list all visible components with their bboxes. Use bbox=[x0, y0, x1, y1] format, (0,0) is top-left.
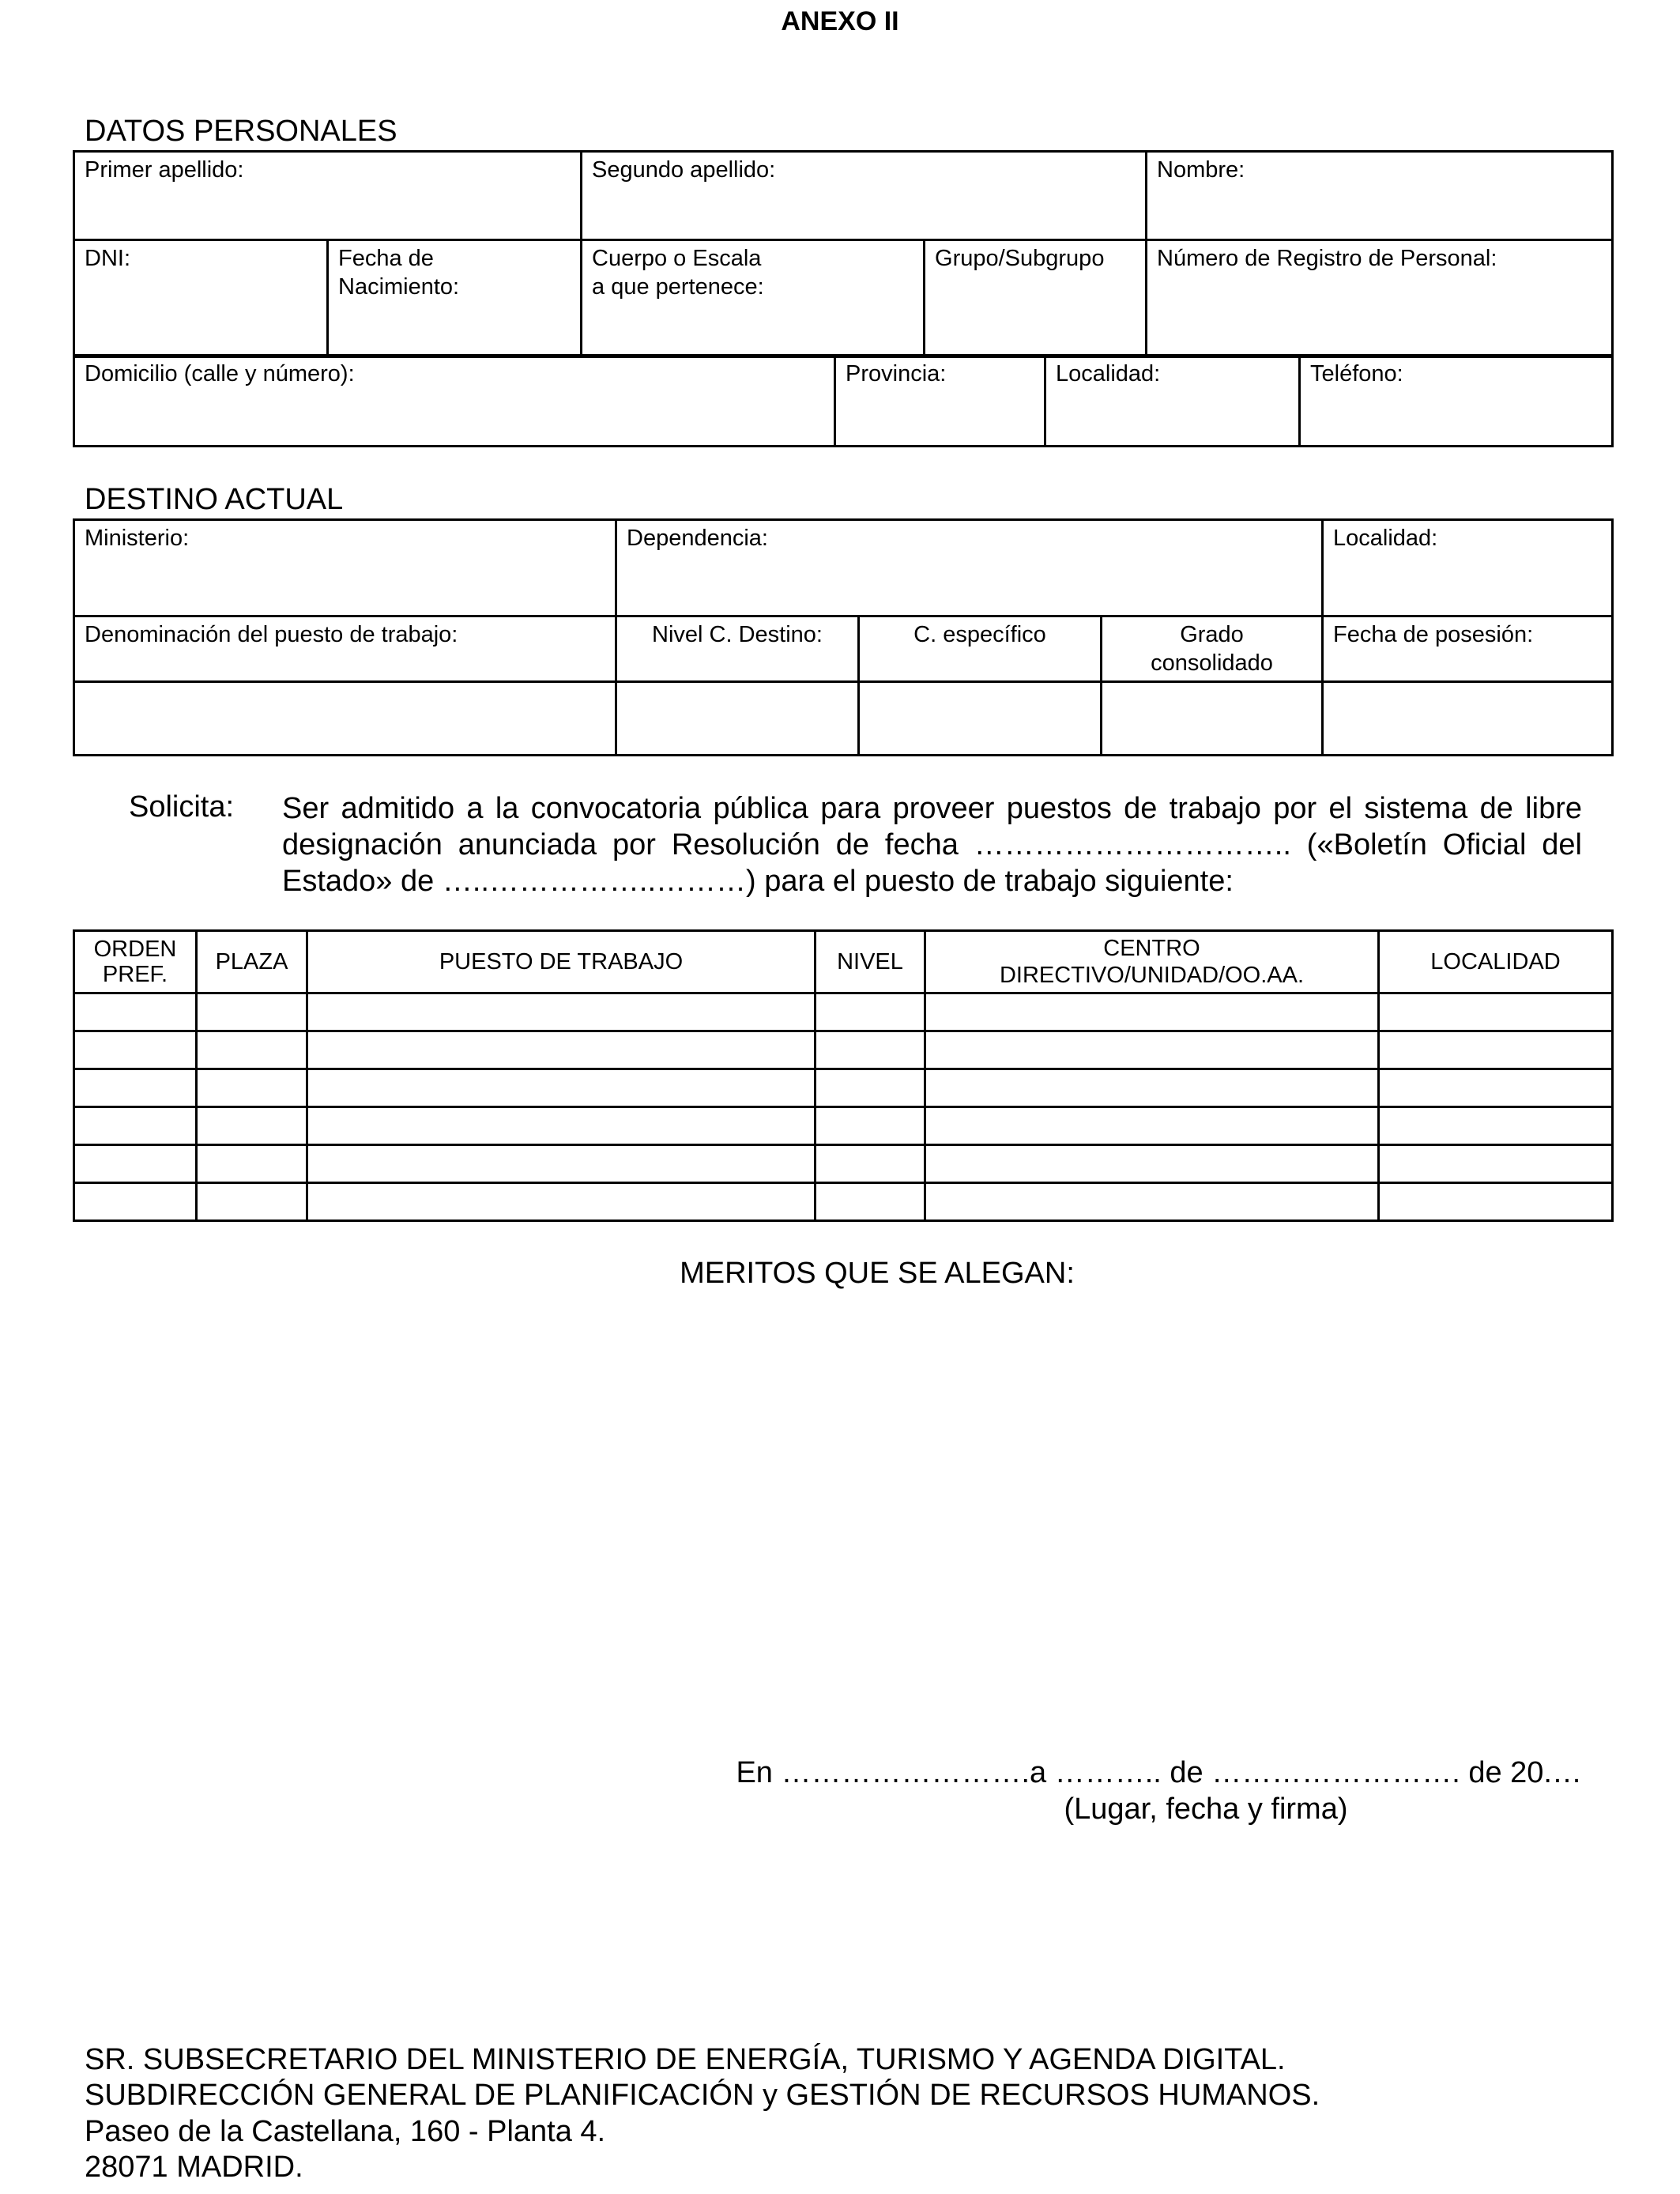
table-cell[interactable] bbox=[925, 1069, 1379, 1107]
provincia-field[interactable] bbox=[835, 356, 1045, 447]
address-line-1: SR. SUBSECRETARIO DEL MINISTERIO DE ENERGÍA, TURISMO Y AGENDA DIGITAL. bbox=[85, 2043, 1286, 2076]
nivel-destino-label: Nivel C. Destino: bbox=[652, 622, 823, 647]
segundo-apellido-field[interactable] bbox=[582, 152, 1147, 240]
table-cell[interactable] bbox=[307, 1069, 816, 1107]
fecha-posesion-label: Fecha de posesión: bbox=[1333, 622, 1534, 647]
telefono-field[interactable] bbox=[1300, 356, 1613, 447]
table-cell[interactable] bbox=[925, 1107, 1379, 1145]
nivel-header bbox=[816, 931, 925, 993]
puestos-table bbox=[73, 929, 1614, 1222]
puesto-trabajo-label: PUESTO DE TRABAJO bbox=[439, 949, 684, 974]
table-cell[interactable] bbox=[307, 1107, 816, 1145]
orden-pref-label: ORDEN PREF. bbox=[93, 937, 177, 987]
localidad-field[interactable] bbox=[1045, 356, 1300, 447]
table-cell[interactable] bbox=[307, 1183, 816, 1221]
dependencia-label: Dependencia: bbox=[627, 526, 768, 551]
table-cell[interactable] bbox=[74, 1031, 197, 1069]
primer-apellido-field[interactable] bbox=[74, 152, 582, 240]
ministerio-field[interactable] bbox=[74, 520, 616, 616]
fecha-nacimiento-field[interactable] bbox=[328, 240, 582, 357]
table-cell[interactable] bbox=[74, 1069, 197, 1107]
telefono-label: Teléfono: bbox=[1310, 361, 1403, 386]
c-especifico-input[interactable] bbox=[859, 682, 1102, 756]
fecha-posesion-header bbox=[1323, 616, 1613, 682]
provincia-label: Provincia: bbox=[846, 361, 947, 386]
table-cell[interactable] bbox=[816, 1183, 925, 1221]
c-especifico-header bbox=[859, 616, 1102, 682]
registro-personal-field[interactable] bbox=[1147, 240, 1613, 357]
firma-caption: (Lugar, fecha y firma) bbox=[1064, 1793, 1348, 1826]
table-cell[interactable] bbox=[1379, 1069, 1613, 1107]
plaza-header bbox=[197, 931, 307, 993]
cuerpo-escala-field[interactable] bbox=[582, 240, 925, 357]
segundo-apellido-label: Segundo apellido: bbox=[592, 157, 776, 183]
plaza-label: PLAZA bbox=[215, 949, 288, 974]
cuerpo-escala-label: Cuerpo o Escala a que pertenece: bbox=[592, 246, 764, 300]
denominacion-puesto-input[interactable] bbox=[74, 682, 616, 756]
solicita-label: Solicita: bbox=[129, 790, 235, 824]
domicilio-field[interactable] bbox=[74, 356, 835, 447]
denominacion-puesto-label: Denominación del puesto de trabajo: bbox=[85, 622, 458, 647]
table-cell[interactable] bbox=[307, 993, 816, 1031]
ministerio-label: Ministerio: bbox=[85, 526, 190, 551]
dni-field[interactable] bbox=[74, 240, 328, 357]
domicilio-label: Domicilio (calle y número): bbox=[85, 361, 355, 386]
table-cell[interactable] bbox=[816, 1145, 925, 1183]
grado-consolidado-label: Grado consolidado bbox=[1151, 622, 1273, 676]
registro-personal-label: Número de Registro de Personal: bbox=[1157, 246, 1497, 271]
table-cell[interactable] bbox=[925, 1183, 1379, 1221]
destino-actual-table bbox=[73, 518, 1614, 756]
table-row bbox=[74, 1107, 1613, 1145]
table-cell[interactable] bbox=[307, 1031, 816, 1069]
table-cell[interactable] bbox=[1379, 1145, 1613, 1183]
table-row bbox=[74, 1183, 1613, 1221]
table-cell[interactable] bbox=[74, 1183, 197, 1221]
denominacion-puesto-header bbox=[74, 616, 616, 682]
puesto-trabajo-header bbox=[307, 931, 816, 993]
table-cell[interactable] bbox=[197, 1183, 307, 1221]
fecha-nacimiento-label: Fecha de Nacimiento: bbox=[338, 246, 460, 300]
grado-consolidado-input[interactable] bbox=[1102, 682, 1323, 756]
destino-actual-heading: DESTINO ACTUAL bbox=[85, 483, 344, 516]
nivel-label: NIVEL bbox=[837, 949, 903, 974]
address-line-4: 28071 MADRID. bbox=[85, 2151, 303, 2184]
nombre-label: Nombre: bbox=[1157, 157, 1245, 183]
c-especifico-label: C. específico bbox=[913, 622, 1046, 647]
table-cell[interactable] bbox=[1379, 993, 1613, 1031]
table-cell[interactable] bbox=[307, 1145, 816, 1183]
table-cell[interactable] bbox=[197, 1069, 307, 1107]
table-cell[interactable] bbox=[925, 1031, 1379, 1069]
nombre-field[interactable] bbox=[1147, 152, 1613, 240]
firma-line: En …………………….a ……….. de ……………………. de 20.… bbox=[736, 1756, 1582, 1789]
grupo-subgrupo-field[interactable] bbox=[925, 240, 1147, 357]
table-cell[interactable] bbox=[74, 993, 197, 1031]
solicita-text: Ser admitido a la convocatoria pública para proveer puestos de trabajo por el sistema de libre designación anunciada por Resolución de fecha ………………………….. («Boletín Oficial del Estado» de …..……………..………) para el puesto de trabajo siguiente: bbox=[282, 792, 1582, 898]
table-cell[interactable] bbox=[1379, 1183, 1613, 1221]
page-title: ANEXO II bbox=[781, 6, 899, 36]
table-cell[interactable] bbox=[1379, 1031, 1613, 1069]
table-cell[interactable] bbox=[816, 1107, 925, 1145]
primer-apellido-label: Primer apellido: bbox=[85, 157, 244, 183]
table-row bbox=[74, 1145, 1613, 1183]
puestos-localidad-label: LOCALIDAD bbox=[1430, 949, 1561, 974]
table-row bbox=[74, 1031, 1613, 1069]
fecha-posesion-input[interactable] bbox=[1323, 682, 1613, 756]
table-cell[interactable] bbox=[197, 1031, 307, 1069]
table-row bbox=[74, 993, 1613, 1031]
nivel-destino-input[interactable] bbox=[616, 682, 859, 756]
dependencia-field[interactable] bbox=[616, 520, 1323, 616]
meritos-heading: MERITOS QUE SE ALEGAN: bbox=[680, 1257, 1075, 1290]
datos-personales-table bbox=[73, 150, 1614, 358]
centro-directivo-label: CENTRO DIRECTIVO/UNIDAD/OO.AA. bbox=[999, 936, 1305, 988]
nivel-destino-header bbox=[616, 616, 859, 682]
address-line-2: SUBDIRECCIÓN GENERAL DE PLANIFICACIÓN y GESTIÓN DE RECURSOS HUMANOS. bbox=[85, 2079, 1320, 2112]
table-cell[interactable] bbox=[197, 1145, 307, 1183]
table-cell[interactable] bbox=[197, 1107, 307, 1145]
centro-directivo-header bbox=[925, 931, 1379, 993]
table-cell[interactable] bbox=[816, 1069, 925, 1107]
table-cell[interactable] bbox=[925, 1145, 1379, 1183]
localidad-header bbox=[1379, 931, 1613, 993]
address-line-3: Paseo de la Castellana, 160 - Planta 4. bbox=[85, 2115, 606, 2148]
orden-pref-header bbox=[74, 931, 197, 993]
table-cell[interactable] bbox=[74, 1145, 197, 1183]
table-cell[interactable] bbox=[816, 993, 925, 1031]
destino-localidad-field[interactable] bbox=[1323, 520, 1613, 616]
datos-personales-heading: DATOS PERSONALES bbox=[85, 115, 397, 148]
dni-label: DNI: bbox=[85, 246, 130, 271]
table-cell[interactable] bbox=[74, 1107, 197, 1145]
table-row bbox=[74, 1069, 1613, 1107]
table-cell[interactable] bbox=[197, 993, 307, 1031]
localidad-label: Localidad: bbox=[1056, 361, 1161, 386]
grupo-subgrupo-label: Grupo/Subgrupo bbox=[935, 246, 1105, 271]
table-cell[interactable] bbox=[925, 993, 1379, 1031]
destino-localidad-label: Localidad: bbox=[1333, 526, 1438, 551]
domicilio-table bbox=[73, 354, 1614, 447]
table-cell[interactable] bbox=[1379, 1107, 1613, 1145]
table-cell[interactable] bbox=[816, 1031, 925, 1069]
grado-consolidado-header bbox=[1102, 616, 1323, 682]
